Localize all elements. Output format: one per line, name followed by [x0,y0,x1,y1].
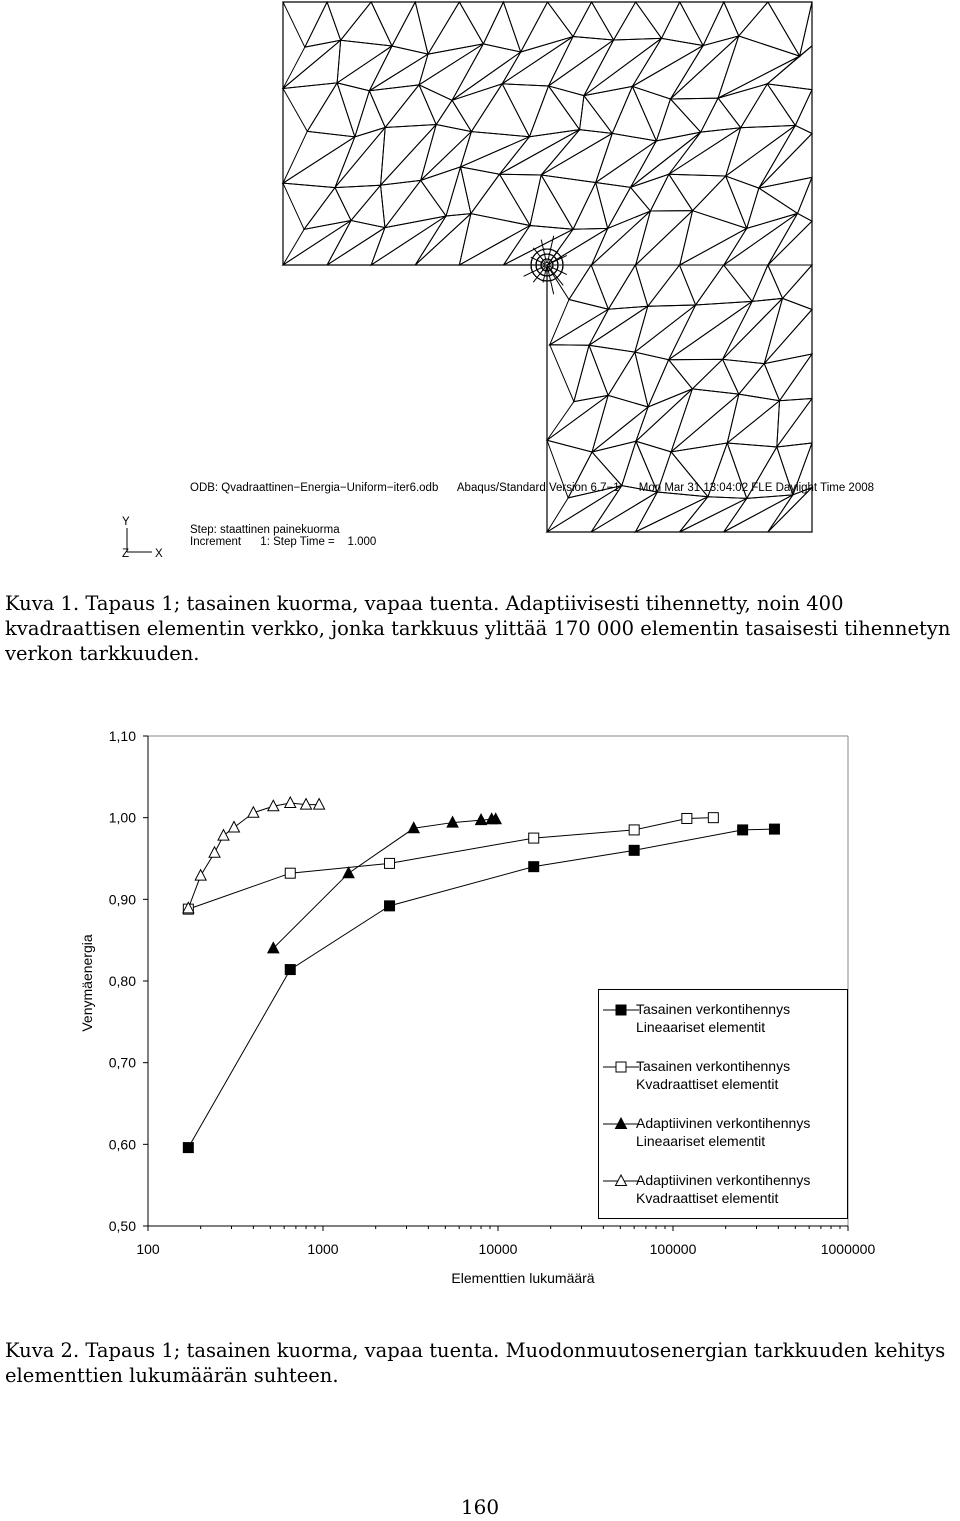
mesh-element [459,225,530,265]
mesh-element [327,2,371,40]
data-point [285,965,295,975]
mesh-element [648,360,692,407]
y-tick-label: 1,00 [108,809,136,826]
x-tick-label: 100 [136,1241,160,1257]
mesh-element [780,354,812,401]
mesh-element [650,174,692,211]
mesh-element [680,211,747,265]
mesh-element [452,84,502,132]
x-axis-label: Elementtien lukumäärä [451,1270,595,1286]
mesh-element [589,345,635,395]
legend-swatch [603,1117,639,1131]
mesh-element [680,2,724,46]
legend-item [599,1058,847,1098]
data-point [209,847,220,858]
mesh-element [547,265,591,300]
data-point [769,824,779,834]
mesh-element [764,354,812,401]
mesh-element [307,83,355,137]
mesh-element [724,495,793,532]
mesh-element [632,86,670,141]
mesh-element [436,100,471,131]
legend-marker [616,1175,627,1186]
mesh-element [669,301,753,359]
mesh-element [752,265,782,301]
triad-z-label: Z [122,548,130,560]
figure-1-caption: Kuva 1. Tapaus 1; tasainen kuorma, vapaa tuenta. Adaptiivisesti tihennetty, noin 400 kvadraattisen elementin verkko, jonka tarkkuus ylittää 170 000 elementin tasaisesti tihennetyn verkon tarkkuuden. [5,592,951,665]
legend-swatch [603,1003,639,1017]
x-tick-label: 100000 [649,1241,697,1257]
mesh-element [550,345,589,402]
mesh-element [591,265,635,309]
data-point [343,867,354,878]
mesh-element [569,265,608,309]
mesh-element [415,2,459,54]
series-2 [183,813,718,914]
mesh-element [635,497,708,532]
legend-marker [616,1005,626,1015]
mesh-element [446,167,471,216]
mesh-element [608,187,651,228]
y-tick-label: 0,90 [108,891,136,908]
legend-label: Adaptiivinen verkontihennys [636,1172,811,1188]
mesh-element [392,2,428,54]
data-point [738,825,748,835]
mesh-element [337,46,392,91]
legend-item [599,1001,847,1041]
mesh-element [727,394,779,443]
mesh-element [635,305,696,360]
mesh-element [670,98,718,132]
mesh-element [283,40,341,88]
mesh-element [471,174,530,225]
mesh-element [573,2,614,40]
mesh-element [635,265,679,306]
mesh-element [355,91,385,137]
mesh-element [636,211,693,265]
data-point [183,1143,193,1153]
mesh-element [636,389,692,452]
mesh-element [701,98,741,132]
mesh-element [635,492,708,532]
mesh-element [608,352,648,407]
mesh-element [549,40,614,96]
mesh-element [592,395,648,452]
mesh-element [483,2,520,52]
mesh-element [768,213,812,265]
mesh-element [777,399,812,447]
mesh-element [724,213,798,265]
mesh-element [304,188,351,230]
data-point [228,821,239,832]
mesh-element [459,2,503,44]
legend-swatch [603,1060,639,1074]
mesh-element [726,125,796,188]
mesh-element [669,359,723,389]
legend-item [599,1115,847,1155]
legend-label: Tasainen verkontihennys [636,1058,791,1074]
data-point [629,845,639,855]
series-line [188,803,319,908]
series-3 [268,813,501,953]
mesh-element [596,141,657,187]
mesh-element [584,38,662,95]
mesh-element [573,183,608,230]
mesh-element [592,211,651,265]
mesh-element [656,99,700,141]
mesh-element [549,86,584,130]
mesh-element [500,130,580,175]
page-number: 160 [460,1495,500,1519]
series-line [273,819,495,948]
mesh-element [548,2,592,37]
data-point [385,901,395,911]
mesh-lines [283,2,812,532]
legend-label: Adaptiivinen verkontihennys [636,1115,811,1131]
y-tick-label: 0,80 [108,973,136,989]
mesh-element [530,175,573,229]
mesh-element [574,345,608,401]
data-point [529,833,539,843]
chart-legend [598,989,848,1219]
mesh-element [341,2,392,46]
mesh-element [335,185,381,220]
mesh-element [337,83,369,137]
mesh-element [696,265,753,305]
mesh-element [547,395,608,452]
mesh-element [541,175,595,229]
mesh-element [381,180,421,227]
data-point [314,799,325,810]
mesh-element [371,2,415,46]
mesh-element [727,401,779,447]
mesh-element [580,96,613,134]
legend-label: Kvadraattiset elementit [636,1190,779,1206]
data-point [682,813,692,823]
triad-x-label: X [155,548,163,560]
mesh-element [369,85,419,128]
mesh-element [768,488,812,533]
legend-label: Lineaariset elementit [636,1019,766,1035]
mesh-element [631,174,669,211]
mesh-element [648,265,696,306]
legend-item [599,1172,847,1212]
mesh-element [327,228,385,265]
mesh-element [693,176,747,228]
data-point [285,868,295,878]
data-point [629,825,639,835]
legend-label: Kvadraattiset elementit [636,1076,779,1092]
mesh-element [283,2,327,47]
mesh-element [283,137,355,188]
mesh-element [385,180,446,227]
mesh-element [283,131,355,183]
mesh-element [768,265,812,298]
data-point [529,862,539,872]
x-tick-label: 10000 [478,1241,518,1257]
triad-y-label: Y [122,516,130,528]
mesh-element [541,133,612,182]
legend-marker [616,1062,626,1072]
y-tick-label: 0,50 [108,1218,136,1234]
mesh-element [502,37,573,86]
odb-info-line: ODB: Qvadraattinen−Energia−Uniform−iter6.odb Abaqus/Standard Version 6.7−1 Mon Mar 31 13:04:02 FLE Daylight Time 2008 [190,482,875,494]
y-tick-label: 0,60 [108,1136,136,1153]
mesh-element [452,52,521,100]
mesh-element [461,167,500,214]
mesh-element [632,46,703,99]
mesh-element [614,2,662,40]
legend-marker [616,1118,627,1129]
data-point [285,797,296,808]
mesh-element [471,84,529,137]
x-tick-label: 1000000 [820,1241,876,1257]
mesh-element [759,177,812,213]
mesh-element [584,86,632,133]
mesh-element [680,228,747,265]
mesh-element [692,359,738,394]
mesh-element [726,176,759,228]
x-tick-label: 1000 [307,1241,339,1257]
mesh-element [764,298,812,363]
mesh-element [669,128,741,176]
mesh-element [636,2,680,38]
mesh-element [327,220,385,265]
data-point [195,870,206,881]
step-info-line: Step: staattinen painekuorma [190,524,340,536]
mesh-element [452,44,521,100]
legend-label: Lineaariset elementit [636,1133,766,1149]
data-point [385,858,395,868]
mesh-element [724,265,768,301]
mesh-element [592,2,636,40]
increment-info-line: Increment 1: Step Time = 1.000 [190,536,377,548]
mesh-element [783,265,812,310]
y-axis-label: Venymäenergia [79,934,95,1032]
figure-2-caption: Kuva 2. Tapaus 1; tasainen kuorma, vapaa tuenta. Muodonmuutosenergian tarkkuuden kehitys elementtien lukumäärän suhteen. [5,1339,946,1387]
legend-label: Tasainen verkontihennys [636,1001,791,1017]
mesh-element [680,498,747,532]
mesh-element [680,265,724,305]
data-point [218,830,229,841]
data-point [708,813,718,823]
mesh-element [739,2,800,56]
fe-mesh-figure [0,0,960,540]
mesh-element [724,2,768,36]
mesh-element [550,309,609,345]
mesh-element [631,132,701,187]
mesh-element [428,2,483,54]
mesh-element [335,127,385,187]
y-tick-label: 1,10 [108,728,136,744]
y-tick-label: 0,70 [108,1054,136,1071]
mesh-element [612,86,656,141]
mesh-element [500,174,542,225]
mesh-element [503,2,547,52]
mesh-element [283,83,337,131]
mesh-element [502,84,548,137]
mesh-element [419,85,452,125]
series-4 [183,797,325,913]
mesh-element [741,84,796,128]
mesh-element [718,84,767,128]
mesh-element [768,221,812,265]
legend-swatch [603,1174,639,1188]
